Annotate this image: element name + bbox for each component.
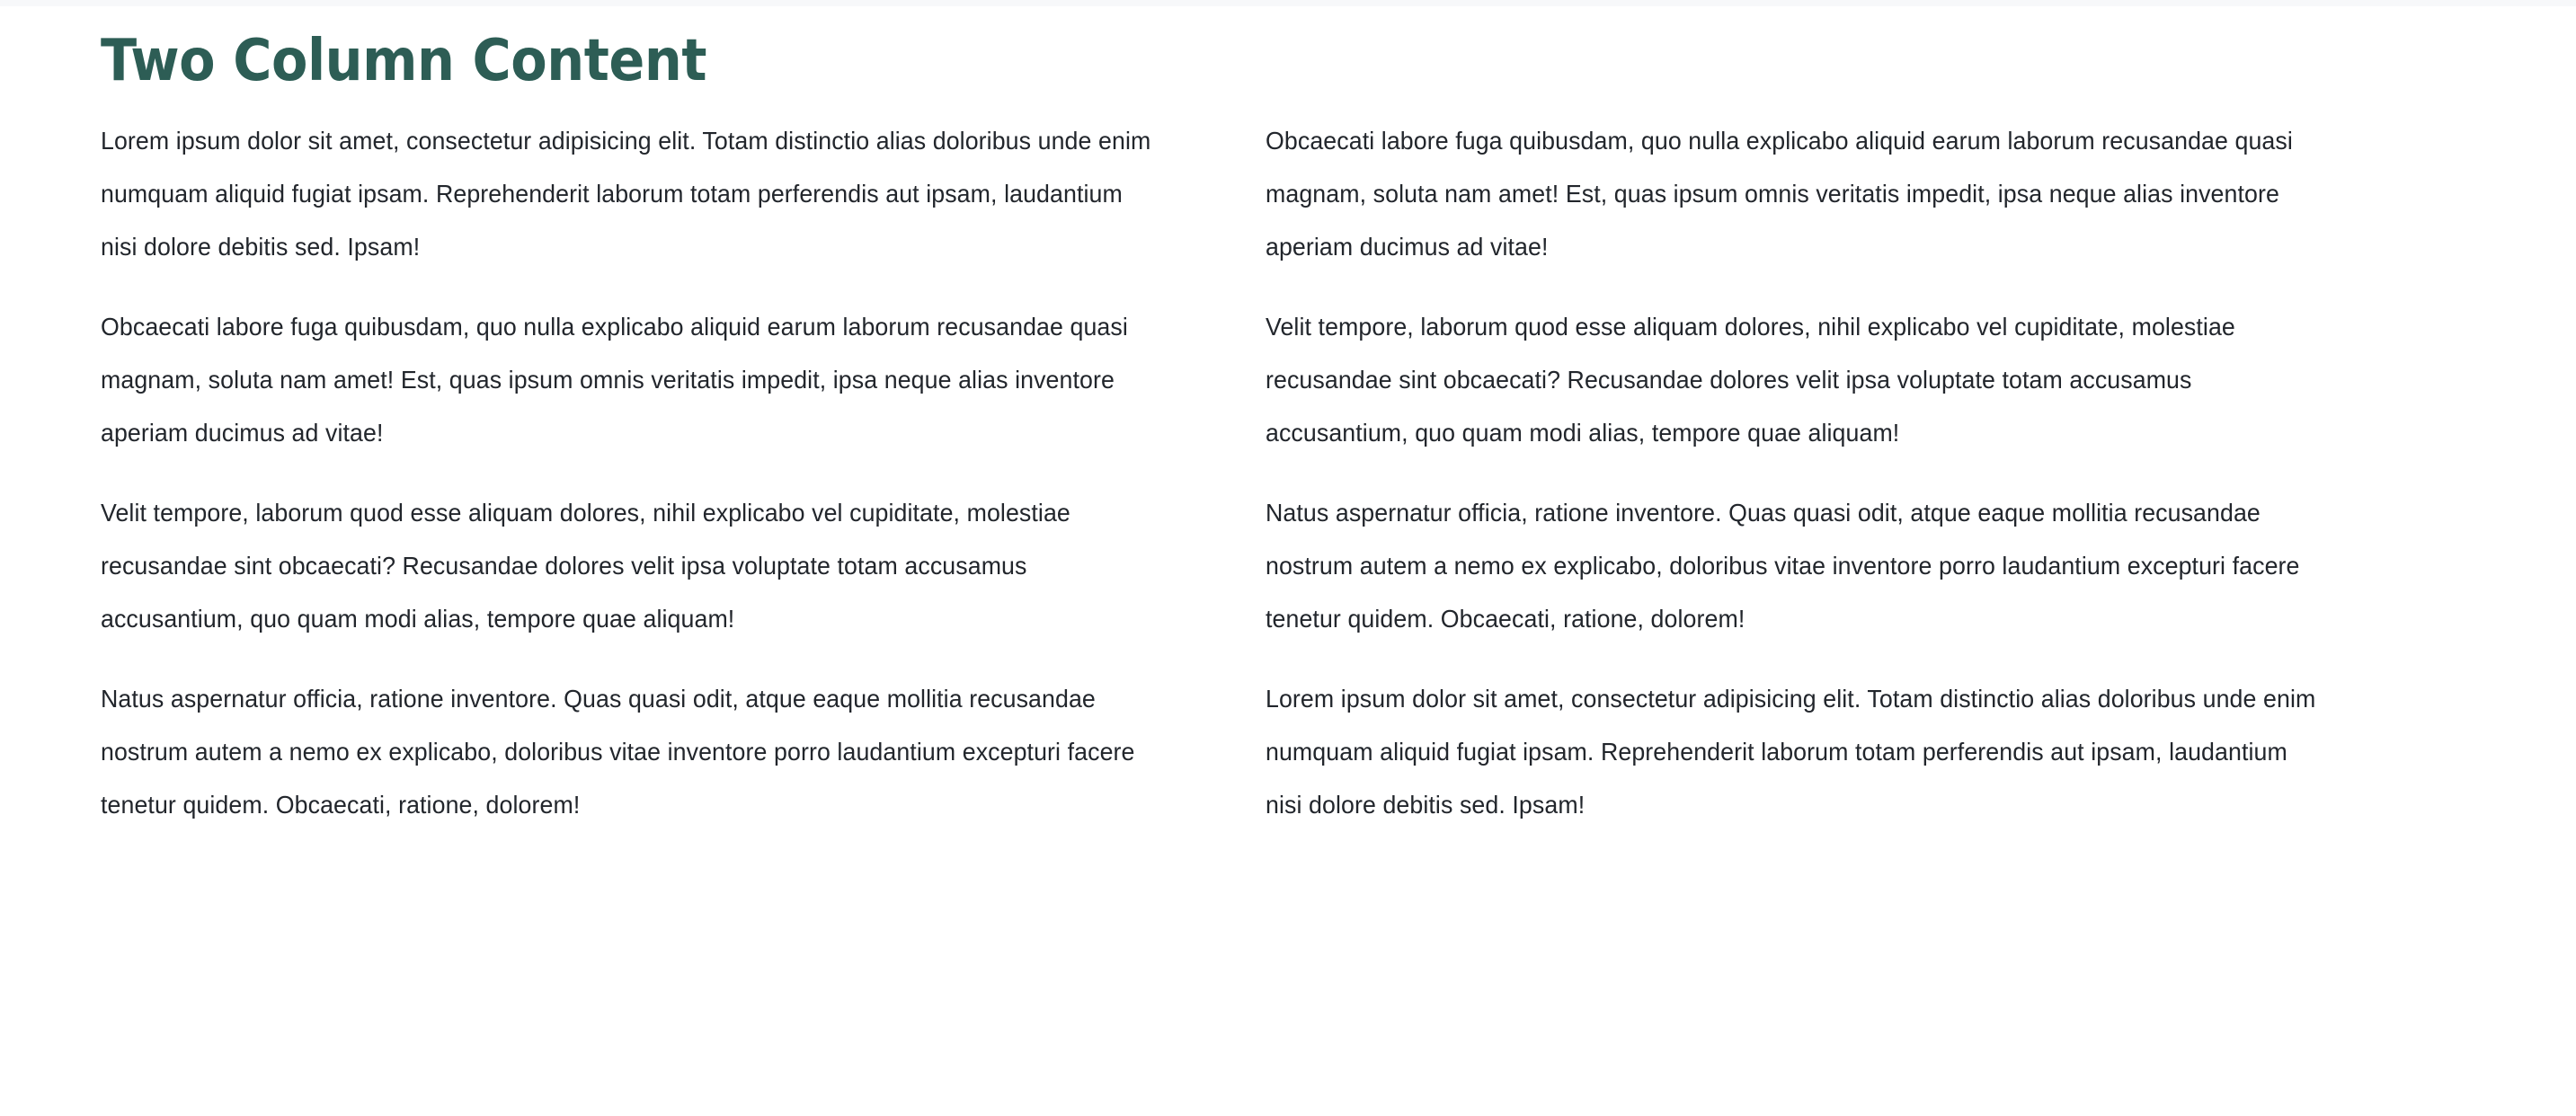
two-column-layout bbox=[101, 114, 2378, 831]
right-column-paragraph-3: Natus aspernatur officia, ratione inventore. Quas quasi odit, atque eaque mollitia recusandae nostrum autem a nemo ex explicabo, doloribus vitae inventore porro laudantium excepturi facere tenetur quidem. Obcaecati, ratione, dolorem! bbox=[1266, 499, 2300, 633]
left-column-paragraph-2: Obcaecati labore fuga quibusdam, quo nulla explicabo aliquid earum laborum recusandae quasi magnam, soluta nam amet! Est, quas ipsum omnis veritatis impedit, ipsa neque alias inventore aperiam ducimus ad vitae! bbox=[101, 313, 1128, 447]
page-title: Two Column Content bbox=[101, 28, 707, 94]
left-column-paragraph-4: Natus aspernatur officia, ratione inventore. Quas quasi odit, atque eaque mollitia recusandae nostrum autem a nemo ex explicabo, doloribus vitae inventore porro laudantium excepturi facere tenetur quidem. Obcaecati, ratione, dolorem! bbox=[101, 685, 1135, 819]
right-column bbox=[1266, 114, 2378, 831]
page-content-sheet bbox=[0, 6, 2576, 1116]
right-column-paragraph-2: Velit tempore, laborum quod esse aliquam dolores, nihil explicabo vel cupiditate, molestiae recusandae sint obcaecati? Recusandae dolores velit ipsa voluptate totam accusamus accusantium, quo quam modi alias, tempore quae aliquam! bbox=[1266, 313, 2235, 447]
page-background-strip bbox=[0, 0, 2576, 6]
left-column-paragraph-1: Lorem ipsum dolor sit amet, consectetur adipisicing elit. Totam distinctio alias doloribus unde enim numquam aliquid fugiat ipsam. Reprehenderit laborum totam perferendis aut ipsam, laudantium nisi dolore debitis sed. Ipsam! bbox=[101, 127, 1151, 261]
left-column-paragraph-3: Velit tempore, laborum quod esse aliquam dolores, nihil explicabo vel cupiditate, molestiae recusandae sint obcaecati? Recusandae dolores velit ipsa voluptate totam accusamus accusantium, quo quam modi alias, tempore quae aliquam! bbox=[101, 499, 1070, 633]
right-column-paragraph-1: Obcaecati labore fuga quibusdam, quo nulla explicabo aliquid earum laborum recusandae quasi magnam, soluta nam amet! Est, quas ipsum omnis veritatis impedit, ipsa neque alias inventore aperiam ducimus ad vitae! bbox=[1266, 127, 2293, 261]
right-column-paragraph-4: Lorem ipsum dolor sit amet, consectetur adipisicing elit. Totam distinctio alias doloribus unde enim numquam aliquid fugiat ipsam. Reprehenderit laborum totam perferendis aut ipsam, laudantium nisi dolore debitis sed. Ipsam! bbox=[1266, 685, 2316, 819]
left-column bbox=[101, 114, 1213, 831]
